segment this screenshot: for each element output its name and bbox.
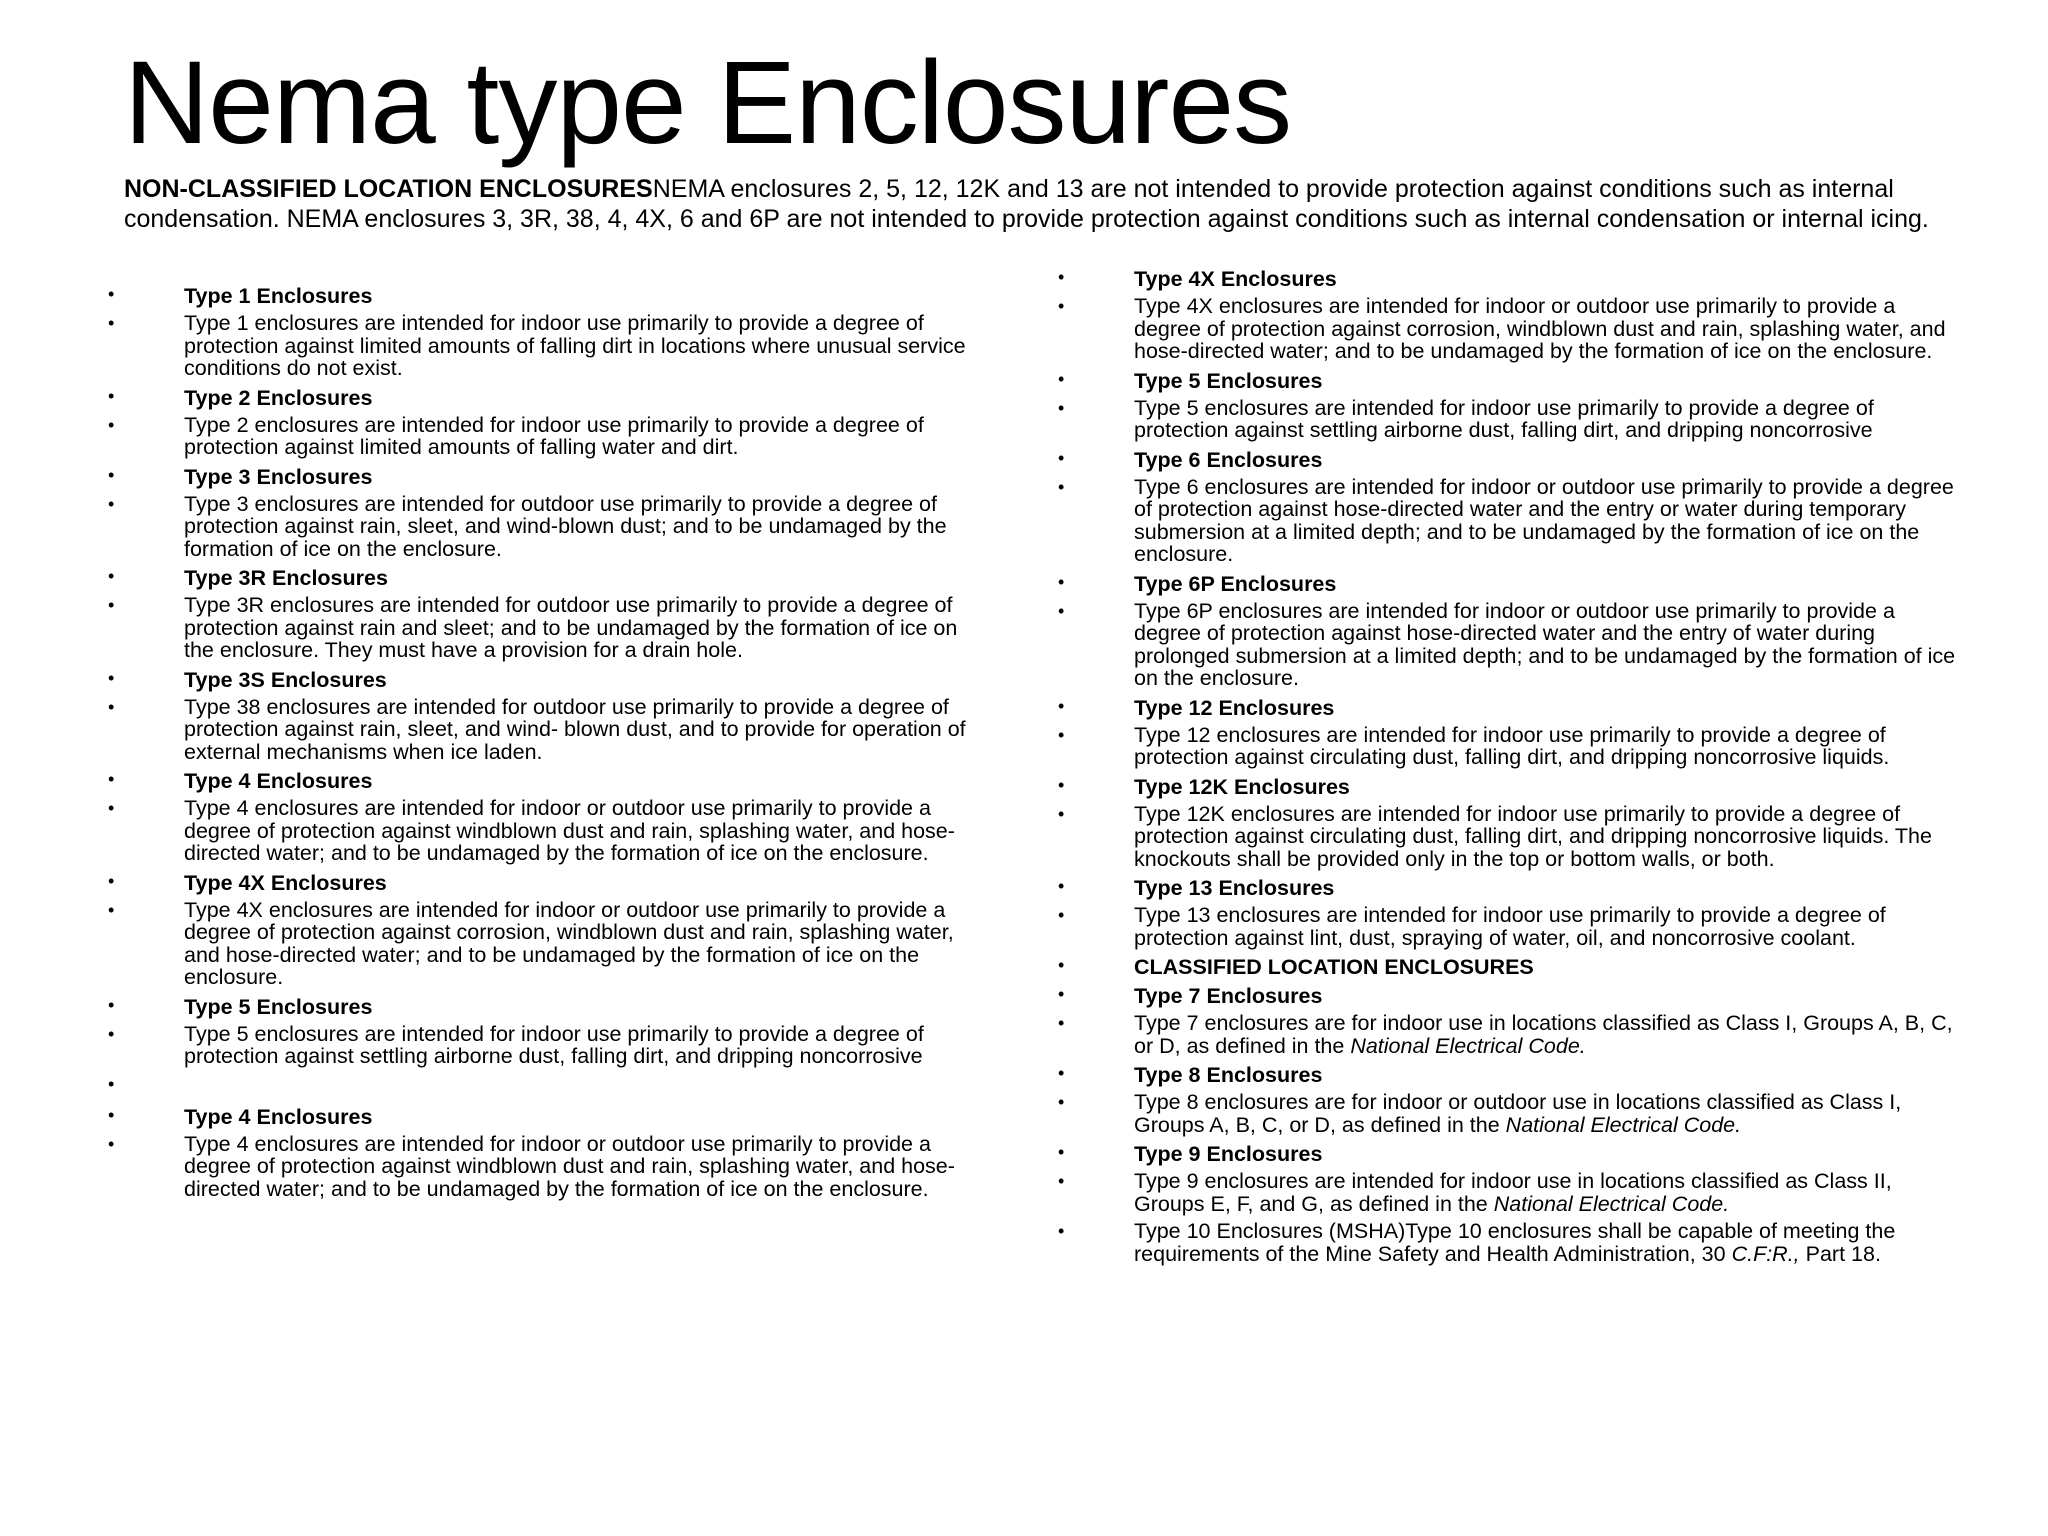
bullet-icon: • bbox=[1058, 296, 1065, 316]
list-item-description bbox=[1058, 600, 1958, 690]
item-text: Type 6P enclosures are intended for indoor or outdoor use primarily to provide a degree of protection against hose-directed water and the entry of water during prolonged submersion at a limited depth; and to be undamaged by the formation of ice on the enclosure. bbox=[1134, 598, 1956, 690]
list-item-description bbox=[108, 312, 988, 380]
list-item-description bbox=[108, 594, 988, 662]
list-item-description bbox=[108, 696, 988, 764]
bullet-icon: • bbox=[108, 414, 115, 435]
list-item-description bbox=[1058, 1170, 1958, 1215]
bullet-icon: • bbox=[1058, 267, 1065, 287]
bullet-icon: • bbox=[108, 994, 115, 1015]
item-text: Type 4X Enclosures bbox=[184, 870, 387, 895]
item-text: Type 13 enclosures are intended for indoor use primarily to provide a degree of protection against lint, dust, spraying of water, oil, and noncorrosive coolant. bbox=[1134, 903, 1886, 950]
bullet-icon: • bbox=[1058, 803, 1065, 824]
bullet-icon: • bbox=[108, 1023, 115, 1044]
list-item-description bbox=[108, 414, 988, 459]
item-italic-text: C.F:R., bbox=[1731, 1241, 1800, 1266]
item-text: Type 4 Enclosures bbox=[184, 1104, 373, 1129]
bullet-icon: • bbox=[1058, 724, 1065, 745]
item-text: Type 6 enclosures are intended for indoor or outdoor use primarily to provide a degree of protection against hose-directed water and the entry or water during temporary submersion at a limited depth; and to be undamaged by the formation of ice on the enclosure. bbox=[1134, 474, 1954, 566]
item-text: Type 7 enclosures are for indoor use in locations classified as Class I, Groups A, B, C, or D, as defined in the bbox=[1134, 1011, 1953, 1058]
bullet-icon: • bbox=[1058, 1063, 1065, 1083]
list-item-heading bbox=[1058, 774, 1958, 800]
bullet-icon: • bbox=[1058, 571, 1065, 592]
list-item-heading bbox=[108, 283, 988, 309]
bullet-icon: • bbox=[1058, 1142, 1065, 1162]
list-item-heading bbox=[108, 870, 988, 896]
item-text: Type 5 Enclosures bbox=[1134, 368, 1323, 393]
list-item-description bbox=[108, 493, 988, 561]
bullet-icon: • bbox=[108, 385, 115, 406]
list-item-heading bbox=[1058, 1141, 1958, 1167]
item-text: Type 12K enclosures are intended for indoor use primarily to provide a degree of protection against circulating dust, falling dirt, and dripping noncorrosive liquids. The knockouts shall be provided only in the top or bottom walls, or both. bbox=[1134, 801, 1932, 871]
item-text: Type 8 enclosures are for indoor or outdoor use in locations classified as Class I, Groups A, B, C, or D, as defined in the bbox=[1134, 1090, 1902, 1137]
bullet-icon: • bbox=[1058, 476, 1065, 497]
item-text: Type 8 Enclosures bbox=[1134, 1063, 1323, 1087]
list-item-description bbox=[1058, 295, 1958, 363]
list-item-heading bbox=[108, 565, 988, 591]
item-text: Type 12 enclosures are intended for indoor use primarily to provide a degree of protection against circulating dust, falling dirt, and dripping noncorrosive liquids. bbox=[1134, 722, 1890, 769]
list-item-heading bbox=[1058, 1062, 1958, 1088]
list-item-heading bbox=[108, 667, 988, 693]
item-italic-text: National Electrical Code. bbox=[1493, 1191, 1730, 1216]
bullet-icon: • bbox=[108, 870, 115, 891]
item-text: Type 12K Enclosures bbox=[1134, 774, 1350, 799]
list-item-heading bbox=[1058, 571, 1958, 597]
item-italic-text: National Electrical Code. bbox=[1505, 1112, 1742, 1137]
item-text: Type 4 enclosures are intended for indoor or outdoor use primarily to provide a degree of protection against windblown dust and rain, splashing water, and hose-directed water; and to be undamaged by the formation of ice on the enclosure. bbox=[184, 1131, 955, 1201]
bullet-icon: • bbox=[108, 1073, 115, 1094]
item-text: Type 6 Enclosures bbox=[1134, 447, 1323, 472]
bullet-icon: • bbox=[1058, 695, 1065, 716]
bullet-icon: • bbox=[1058, 600, 1065, 621]
bullet-icon: • bbox=[108, 1104, 115, 1125]
list-item-heading bbox=[1058, 983, 1958, 1009]
list-item-description bbox=[1058, 904, 1958, 949]
item-text: Type 6P Enclosures bbox=[1134, 571, 1337, 596]
bullet-icon: • bbox=[108, 769, 115, 789]
item-text: Type 9 Enclosures bbox=[1134, 1142, 1323, 1166]
list-item-description bbox=[108, 1133, 988, 1201]
bullet-icon: • bbox=[1058, 368, 1065, 389]
bullet-icon: • bbox=[108, 696, 115, 717]
list-item-heading bbox=[108, 1104, 988, 1130]
bullet-icon: • bbox=[108, 464, 115, 485]
list-item-description bbox=[1058, 397, 1958, 442]
item-text: Type 2 enclosures are intended for indoor use primarily to provide a degree of protection against limited amounts of falling water and dirt. bbox=[184, 412, 924, 459]
bullet-icon: • bbox=[108, 798, 115, 818]
bullet-icon: • bbox=[1058, 905, 1065, 925]
bullet-icon: • bbox=[1058, 876, 1065, 896]
list-item-section-heading bbox=[1058, 954, 1958, 980]
list-item-description bbox=[1058, 1220, 1958, 1265]
item-text: Type 4X enclosures are intended for indoor or outdoor use primarily to provide a degree of protection against corrosion, windblown dust and rain, splashing water, and hose-directed water; and to be undamaged by the formation of ice on the enclosure. bbox=[184, 897, 954, 989]
item-text: Type 4 enclosures are intended for indoor or outdoor use primarily to provide a degree of protection against windblown dust and rain, splashing water, and hose-directed water; and to be undamaged by the formation of ice on the enclosure. bbox=[184, 796, 955, 865]
list-item-description bbox=[1058, 1012, 1958, 1057]
item-text: Type 3R Enclosures bbox=[184, 566, 388, 590]
bullet-icon: • bbox=[108, 899, 115, 920]
list-item-heading bbox=[108, 385, 988, 411]
item-text: Type 13 Enclosures bbox=[1134, 876, 1335, 900]
bullet-icon: • bbox=[108, 313, 115, 333]
intro-text: NEMA enclosures 2, 5, 12, 12K and 13 are not intended to provide protection against conditions such as internal condensation. NEMA enclosures 3, 3R, 38, 4, 4X, 6 and 6P are not intended to provide protection against conditions such as internal condensation or internal icing. bbox=[124, 175, 1929, 233]
slide-title: Nema type Enclosures bbox=[124, 37, 1292, 169]
bullet-icon: • bbox=[108, 566, 115, 586]
item-text: Type 9 enclosures are intended for indoor use in locations classified as Class II, Groups E, F, and G, as defined in the bbox=[1134, 1169, 1892, 1216]
item-text: Type 38 enclosures are intended for outdoor use primarily to provide a degree of protection against rain, sleet, and wind- blown dust, and to provide for operation of external mechanisms when ice laden. bbox=[184, 694, 966, 764]
right-bullet-list bbox=[1058, 266, 1958, 1270]
bullet-icon: • bbox=[108, 595, 115, 615]
item-italic-text: National Electrical Code. bbox=[1350, 1033, 1586, 1058]
list-item-heading bbox=[108, 994, 988, 1020]
list-item-description bbox=[1058, 476, 1958, 566]
bullet-icon: • bbox=[1058, 397, 1065, 418]
list-item-heading bbox=[108, 768, 988, 794]
item-text: CLASSIFIED LOCATION ENCLOSURES bbox=[1134, 955, 1534, 979]
list-item-empty bbox=[108, 1073, 988, 1099]
bullet-icon: • bbox=[1058, 774, 1065, 795]
list-item-heading bbox=[1058, 875, 1958, 901]
bullet-icon: • bbox=[108, 1133, 115, 1154]
bullet-icon: • bbox=[108, 284, 115, 304]
list-item-heading bbox=[1058, 695, 1958, 721]
bullet-icon: • bbox=[108, 667, 115, 688]
item-text: Type 3S Enclosures bbox=[184, 667, 387, 692]
left-bullet-list bbox=[108, 283, 988, 1205]
item-text: Type 3R enclosures are intended for outdoor use primarily to provide a degree of protection against rain and sleet; and to be undamaged by the formation of ice on the enclosure. They must have a provision for a drain hole. bbox=[184, 593, 958, 662]
item-text: Type 1 Enclosures bbox=[184, 284, 373, 308]
item-text: Type 1 enclosures are intended for indoor use primarily to provide a degree of protection against limited amounts of falling dirt in locations where unusual service conditions do not exist. bbox=[184, 311, 966, 380]
item-text: Type 5 enclosures are intended for indoor use primarily to provide a degree of protection against settling airborne dust, falling dirt, and dripping noncorrosive bbox=[1134, 395, 1874, 442]
list-item-description bbox=[1058, 724, 1958, 769]
bullet-icon: • bbox=[1058, 1221, 1065, 1241]
list-item-heading bbox=[1058, 447, 1958, 473]
item-text: Type 4X Enclosures bbox=[1134, 267, 1337, 291]
bullet-icon: • bbox=[1058, 1092, 1065, 1112]
intro-paragraph bbox=[124, 174, 1964, 234]
item-text: Type 5 enclosures are intended for indoor use primarily to provide a degree of protection against settling airborne dust, falling dirt, and dripping noncorrosive bbox=[184, 1021, 924, 1068]
item-text: Type 5 Enclosures bbox=[184, 994, 373, 1019]
item-text: Type 10 Enclosures (MSHA)Type 10 enclosures shall be capable of meeting the requirements of the Mine Safety and Health Administration, 30 bbox=[1134, 1219, 1896, 1266]
list-item-description bbox=[108, 899, 988, 989]
list-item-description bbox=[1058, 803, 1958, 871]
bullet-icon: • bbox=[1058, 447, 1065, 468]
list-item-heading bbox=[108, 464, 988, 490]
intro-heading: NON-CLASSIFIED LOCATION ENCLOSURES bbox=[124, 175, 653, 203]
item-text: Type 2 Enclosures bbox=[184, 385, 373, 410]
list-item-description bbox=[108, 797, 988, 865]
item-text: Type 3 Enclosures bbox=[184, 464, 373, 489]
bullet-icon: • bbox=[1058, 984, 1065, 1004]
list-item-description bbox=[1058, 1091, 1958, 1136]
item-text: Type 7 Enclosures bbox=[1134, 984, 1323, 1008]
item-text: Type 4X enclosures are intended for indoor or outdoor use primarily to provide a degree of protection against corrosion, windblown dust and rain, splashing water, and hose-directed water; and to be undamaged by the formation of ice on the enclosure. bbox=[1134, 294, 1946, 363]
item-text: Type 4 Enclosures bbox=[184, 769, 373, 793]
bullet-icon: • bbox=[1058, 1013, 1065, 1033]
list-item-heading bbox=[1058, 368, 1958, 394]
bullet-icon: • bbox=[1058, 955, 1065, 975]
item-text: Type 12 Enclosures bbox=[1134, 695, 1335, 720]
list-item-description bbox=[108, 1023, 988, 1068]
item-text-after: Part 18. bbox=[1799, 1241, 1881, 1266]
item-text: Type 3 enclosures are intended for outdoor use primarily to provide a degree of protection against rain, sleet, and wind-blown dust; and to be undamaged by the formation of ice on the enclosure. bbox=[184, 491, 947, 561]
list-item-heading bbox=[1058, 266, 1958, 292]
bullet-icon: • bbox=[108, 493, 115, 514]
bullet-icon: • bbox=[1058, 1171, 1065, 1191]
